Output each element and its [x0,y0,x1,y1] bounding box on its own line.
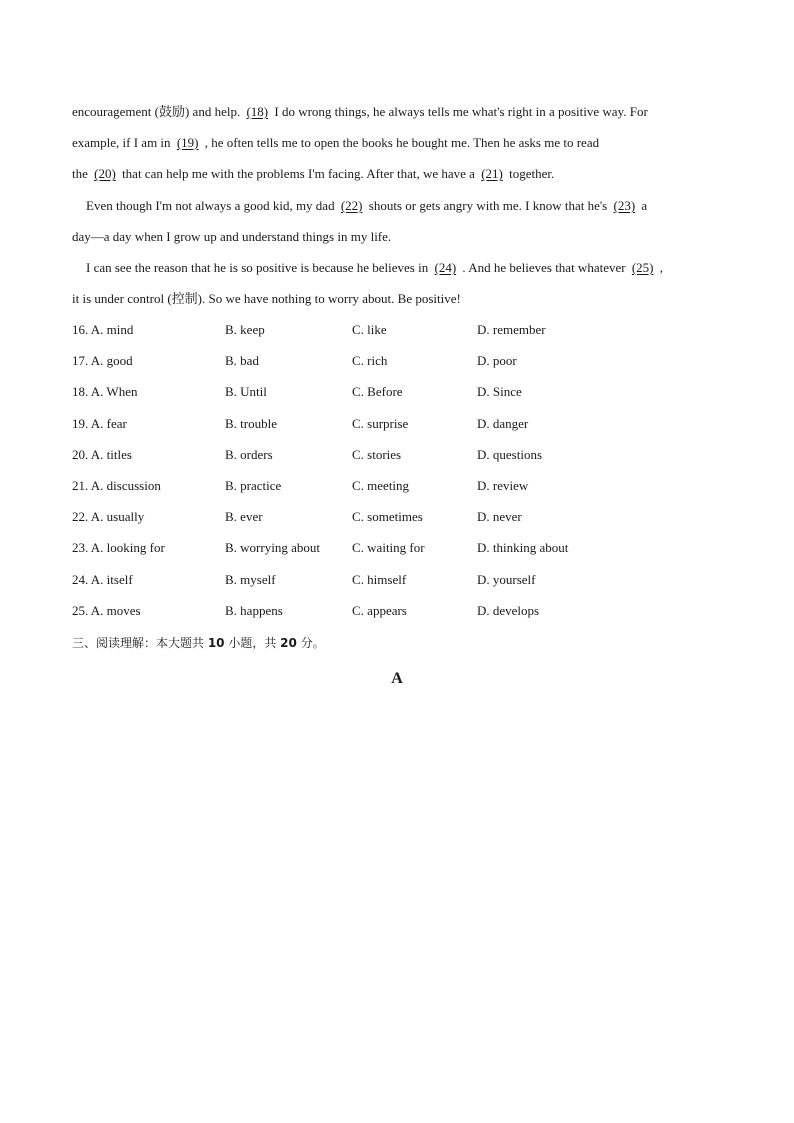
option-b[interactable]: B. ever [225,509,263,524]
option-c[interactable]: C. like [352,322,387,337]
option-a[interactable]: 19. A. fear [72,416,127,431]
question-row-25 [72,603,722,619]
option-b[interactable]: B. keep [225,322,265,337]
passage-line: Even though I'm not always a good kid, my dad (22) shouts or gets angry with me. I know that he's (23) a [86,198,648,213]
option-d[interactable]: D. Since [477,384,522,399]
option-d[interactable]: D. questions [477,447,542,462]
option-c[interactable]: C. sometimes [352,509,423,524]
option-c[interactable]: C. stories [352,447,402,462]
part-title: A [391,670,403,687]
passage-line: example, if I am in (19) , he often tells me to open the books he bought me. Then he asks me to read [72,135,600,150]
option-a[interactable]: 25. A. moves [72,603,141,618]
passage-line: the (20) that can help me with the problems I'm facing. After that, we have a (21) together. [72,166,555,181]
passage-line: day—a day when I grow up and understand things in my life. [72,229,392,244]
option-a[interactable]: 17. A. good [72,353,133,368]
blank-25: (25) [631,260,654,275]
option-d[interactable]: D. thinking about [477,540,569,555]
blank-24: (24) [434,260,457,275]
option-b[interactable]: B. orders [225,447,273,462]
option-b[interactable]: B. practice [225,478,282,493]
question-row-22 [72,509,722,525]
option-b[interactable]: B. worrying about [225,540,320,555]
option-a[interactable]: 20. A. titles [72,447,132,462]
option-c[interactable]: C. waiting for [352,540,425,555]
question-row-20 [72,447,722,463]
blank-20: (20) [94,166,116,181]
question-row-24 [72,572,722,588]
blank-19: (19) [176,135,199,150]
option-c[interactable]: C. appears [352,603,407,618]
option-d[interactable]: D. never [477,509,522,524]
option-d[interactable]: D. yourself [477,572,536,587]
option-c[interactable]: C. meeting [352,478,410,493]
option-a[interactable]: 22. A. usually [72,509,145,524]
question-row-17 [72,353,722,369]
option-a[interactable]: 16. A. mind [72,322,134,337]
blank-23: (23) [613,198,636,213]
question-row-16 [72,322,722,338]
option-d[interactable]: D. develops [477,603,540,618]
question-row-21 [72,478,722,494]
passage-line: it is under control (控制). So we have nothing to worry about. Be positive! [72,291,461,306]
option-d[interactable]: D. review [477,478,529,493]
option-b[interactable]: B. trouble [225,416,277,431]
question-row-23 [72,540,722,556]
passage-line: I can see the reason that he is so positive is because he believes in (24) . And he believes that whatever (25) , [86,260,663,275]
passage-line: encouragement (鼓励) and help. (18) I do wrong things, he always tells me what's right in a positive way. For [72,104,648,119]
option-c[interactable]: C. Before [352,384,403,399]
option-d[interactable]: D. danger [477,416,529,431]
blank-22: (22) [340,198,363,213]
option-c[interactable]: C. surprise [352,416,409,431]
option-b[interactable]: B. myself [225,572,276,587]
blank-21: (21) [481,166,503,181]
option-b[interactable]: B. bad [225,353,259,368]
blank-18: (18) [246,104,269,119]
option-a[interactable]: 18. A. When [72,384,138,399]
option-a[interactable]: 24. A. itself [72,572,133,587]
option-c[interactable]: C. rich [352,353,388,368]
question-row-19 [72,416,722,432]
option-d[interactable]: D. poor [477,353,517,368]
option-b[interactable]: B. Until [225,384,267,399]
question-row-18 [72,384,722,400]
option-a[interactable]: 21. A. discussion [72,478,161,493]
section-heading: 三、阅读理解：本大题共 10 小题，共 20 分。 [72,636,325,650]
option-c[interactable]: C. himself [352,572,407,587]
option-b[interactable]: B. happens [225,603,283,618]
option-a[interactable]: 23. A. looking for [72,540,165,555]
option-d[interactable]: D. remember [477,322,546,337]
